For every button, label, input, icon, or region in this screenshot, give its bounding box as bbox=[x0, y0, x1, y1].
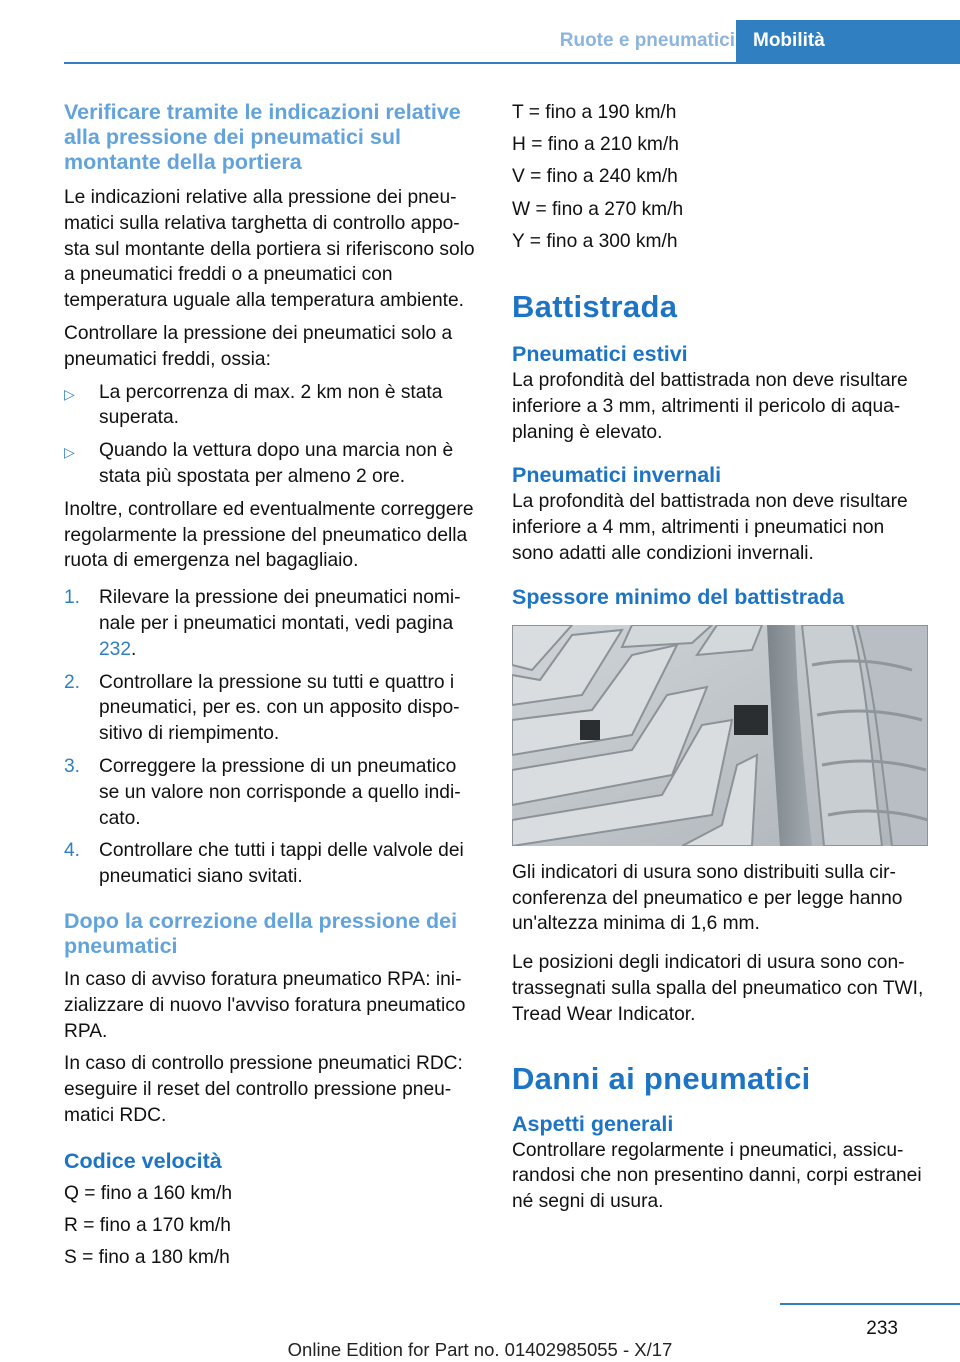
footer-edition: Online Edition for Part no. 01402985055 - X/17 bbox=[287, 1339, 673, 1360]
speed-code-line: R = fino a 170 km/h bbox=[64, 1214, 231, 1236]
wear-indicator-para-1: Gli indicatori di usura sono distribuiti sulla circonferenza del pneumatico e per legge hanno un'altezza minima di 1,6 mm. bbox=[512, 861, 903, 935]
after-correction-heading: Dopo la correzione della pressione dei pneumatici bbox=[64, 908, 458, 958]
check-pressure-heading: Verificare tramite le indicazioni relative alla pressione dei pneumatici sul montante della portiera bbox=[64, 100, 461, 174]
check-pressure-para-2: Controllare la pressione dei pneumatici solo a pneumatici freddi, ossia: bbox=[64, 322, 453, 370]
step-text: Correggere la pressione di un pneumatico se un valore non corrisponde a quello indicato. bbox=[99, 755, 461, 829]
speed-code-line: S = fino a 180 km/h bbox=[64, 1247, 230, 1269]
step-item bbox=[64, 670, 478, 747]
after-correction-para-2: In caso di controllo pressione pneumatici RDC: eseguire il reset del controllo pressione pneumatici RDC. bbox=[64, 1053, 463, 1126]
tread-title: Battistrada bbox=[512, 288, 678, 324]
header-rule bbox=[64, 62, 960, 64]
speed-code-line: Y = fino a 300 km/h bbox=[512, 230, 678, 252]
bullet-item bbox=[64, 380, 478, 432]
step-item bbox=[64, 754, 478, 831]
chapter-tab-mobilita[interactable]: Mobilità bbox=[736, 20, 960, 62]
speed-code-line: W = fino a 270 km/h bbox=[512, 198, 684, 220]
general-aspects-text: Controllare regolarmente i pneumatici, assicurandosi che non presentino danni, corpi estranei né segni di usura. bbox=[512, 1139, 922, 1213]
speed-code-line: H = fino a 210 km/h bbox=[512, 134, 679, 156]
tire-tread-wear-indicator-image bbox=[512, 625, 928, 846]
step-text: Controllare la pressione su tutti e quattro i pneumatici, per es. con un apposito dispositivo di riempimento. bbox=[99, 671, 460, 745]
step-text: Rilevare la pressione dei pneumatici nominale per i pneumatici montati, vedi pagina bbox=[99, 587, 461, 634]
page-number: 233 bbox=[866, 1318, 898, 1339]
summer-tires-heading: Pneumatici estivi bbox=[512, 341, 688, 366]
wear-indicator-para-2: Le posizioni degli indicatori di usura sono contrassegnati sulla spalla del pneumatico con TWI, Tread Wear Indicator. bbox=[512, 952, 924, 1025]
bullet-text: La percorrenza di max. 2 km non è stata superata. bbox=[99, 381, 443, 429]
bullet-text: Quando la vettura dopo una marcia non è stata più spostata per almeno 2 ore. bbox=[99, 440, 454, 487]
step-number: 1. bbox=[64, 587, 81, 609]
step-number: 2. bbox=[64, 671, 81, 693]
speed-code-line: V = fino a 240 km/h bbox=[512, 166, 678, 188]
tire-damage-title: Danni ai pneumatici bbox=[512, 1060, 811, 1096]
speed-code-heading: Codice velocità bbox=[64, 1148, 222, 1173]
left-column bbox=[64, 100, 478, 1277]
page-link[interactable]: 232 bbox=[99, 638, 132, 660]
step-number: 3. bbox=[64, 755, 81, 777]
right-column bbox=[512, 100, 928, 1222]
speed-code-line: Q = fino a 160 km/h bbox=[64, 1182, 232, 1204]
after-correction-para-1: In caso di avviso foratura pneumatico RPA: inizializzare di nuovo l'avviso foratura pneumatico RPA. bbox=[64, 968, 466, 1042]
footer-rule bbox=[780, 1303, 960, 1305]
step-text: Controllare che tutti i tappi delle valvole dei pneumatici siano svitati. bbox=[99, 840, 464, 888]
summer-tires-text: La profondità del battistrada non deve risultare inferiore a 3 mm, altrimenti il pericolo di aquaplaning è elevato. bbox=[512, 369, 908, 443]
min-tread-heading: Spessore minimo del battistrada bbox=[512, 584, 845, 609]
winter-tires-text: La profondità del battistrada non deve risultare inferiore a 4 mm, altrimenti i pneumatici non sono adatti alle condizioni invernali. bbox=[512, 491, 908, 564]
triangle-bullet-icon: ▷ bbox=[64, 444, 75, 461]
general-aspects-heading: Aspetti generali bbox=[512, 1111, 674, 1136]
triangle-bullet-icon: ▷ bbox=[64, 385, 75, 402]
section-tab-ruote[interactable]: Ruote e pneumatici bbox=[559, 30, 735, 51]
check-pressure-para-1: Le indicazioni relative alla pressione dei pneumatici sulla relativa targhetta di controllo apposta sul montante della portiera si riferiscono solo a pneumatici freddi o a pneumatici con temperatura uguale alla temperatura ambiente. bbox=[64, 187, 475, 312]
step-item bbox=[64, 838, 478, 890]
step-number: 4. bbox=[64, 840, 81, 862]
bullet-item bbox=[64, 438, 478, 490]
speed-code-line: T = fino a 190 km/h bbox=[512, 102, 677, 123]
winter-tires-heading: Pneumatici invernali bbox=[512, 463, 722, 488]
check-pressure-para-3: Inoltre, controllare ed eventualmente correggere regolarmente la pressione del pneumatico della ruota di emergenza nel bagagliaio. bbox=[64, 498, 474, 572]
step-item: 1. Rilevare la pressione dei pneumatici nominale per i pneumatici montati, vedi pagina 232. bbox=[64, 585, 478, 662]
